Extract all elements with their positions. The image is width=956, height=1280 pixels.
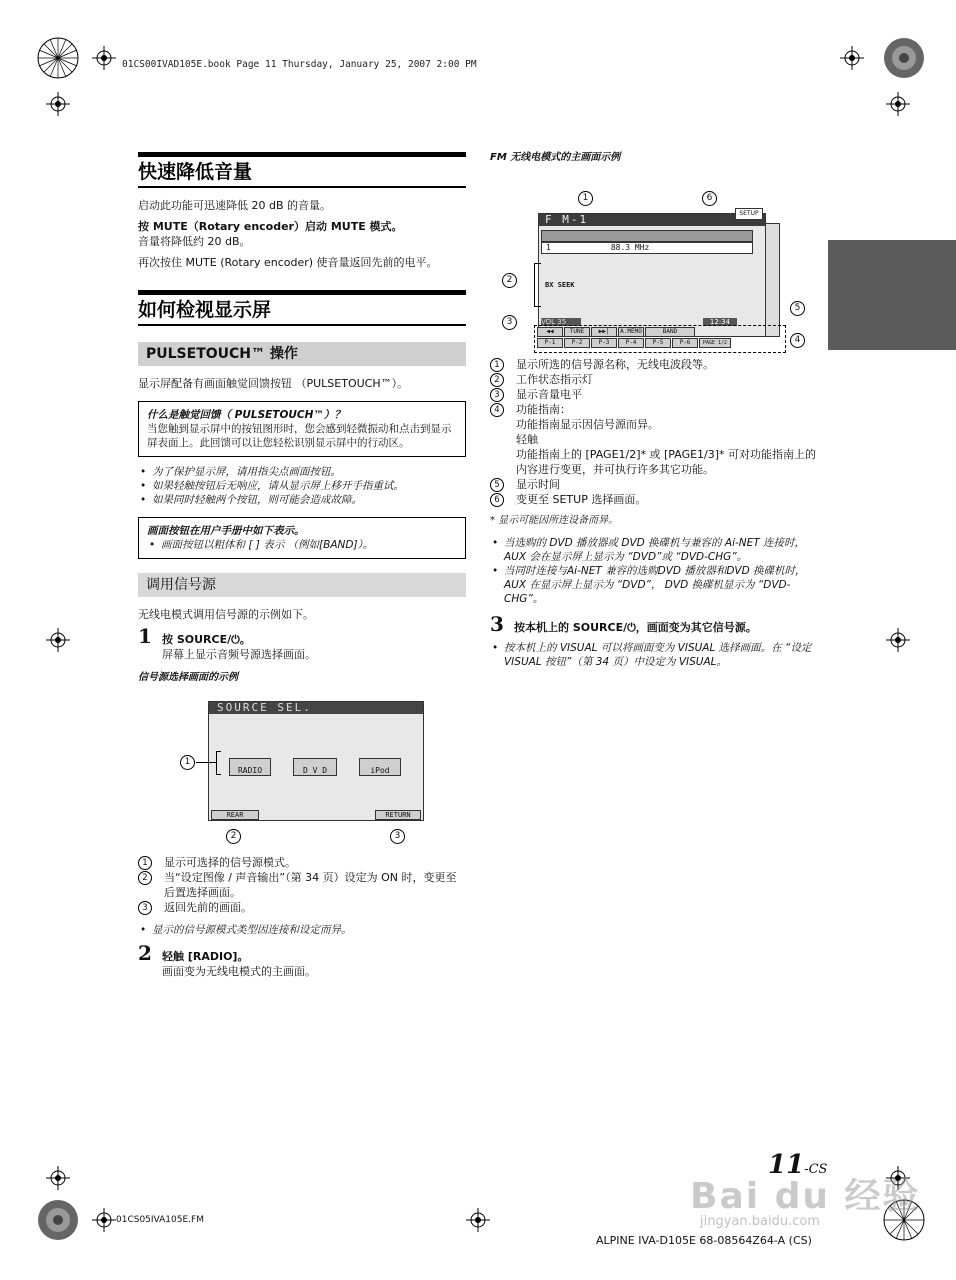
- numbered-list: [138, 855, 466, 915]
- step-3: [490, 612, 820, 636]
- screen: [208, 701, 424, 821]
- bullet-list: [138, 465, 466, 507]
- subsection-title: 调用信号源: [138, 573, 466, 597]
- left-column: [138, 152, 466, 979]
- step-number: 1: [138, 624, 152, 648]
- footnote: * 显示可能因所连设备而异。: [490, 515, 619, 526]
- fm-main-screen-figure: [490, 169, 820, 351]
- figure-caption: FM 无线电模式的主画面示例: [490, 152, 621, 163]
- callout-2: 2: [226, 829, 241, 844]
- bracket: [534, 263, 541, 307]
- callout-1: 1: [180, 755, 195, 770]
- side-tab: [828, 240, 956, 350]
- crosshair-icon: [46, 1166, 70, 1190]
- footer-model: ALPINE IVA-D105E 68-08564Z64-A (CS): [596, 1234, 812, 1247]
- registration-rosette-icon: [36, 1198, 80, 1242]
- list-item: 6 变更至 SETUP 选择画面。: [490, 492, 820, 507]
- screen: [538, 210, 766, 337]
- band-button[interactable]: BAND: [645, 327, 695, 337]
- preset-button[interactable]: P-1: [537, 338, 563, 348]
- subsection-title: PULSETOUCH™ 操作: [138, 342, 466, 366]
- figure-caption: 信号源选择画面的示例: [138, 672, 238, 683]
- bullet-list: [490, 641, 820, 669]
- bracket: [216, 751, 221, 775]
- list-item: • 当同时连接与Ai-NET 兼容的选购DVD 播放器和DVD 换碟机时，AUX 在显示屏上显示为 “DVD”， DVD 换碟机显示为 “DVD-CHG”。: [490, 564, 820, 606]
- registration-rosette-icon: [882, 36, 926, 80]
- watermark-url: jingyan.baidu.com: [700, 1214, 820, 1229]
- amemo-button[interactable]: A.MEMO: [618, 327, 644, 337]
- bullet-list: [138, 923, 466, 937]
- bullet-list: [490, 536, 820, 606]
- rear-button[interactable]: REAR: [211, 810, 259, 820]
- list-item: 4 功能指南： 功能指南显示因信号源而异。 轻触 功能指南上的 [PAGE1/2]* 或 [PAGE1/3]* 可对功能指南上的内容进行变更，并可执行许多其它功能。: [490, 402, 820, 477]
- dvd-button[interactable]: D V D: [293, 758, 337, 776]
- band-bar: F M-1: [539, 214, 765, 226]
- ipod-button[interactable]: iPod: [359, 758, 401, 776]
- time-display: 12:34: [703, 318, 737, 326]
- crosshair-icon: [46, 628, 70, 652]
- crosshair-icon: [886, 92, 910, 116]
- crosshair-icon: [840, 46, 864, 70]
- crosshair-icon: [92, 1208, 116, 1232]
- step-text: 按本机上的 SOURCE/⏻，画面变为其它信号源。: [514, 621, 757, 634]
- box-text: 当您触到显示屏中的按钮图形时，您会感到轻微振动和点击到显示屏表面上。此回馈可以让您轻松识别显示屏中的行动区。: [147, 423, 452, 449]
- box-title: 画面按钮在用户手册中如下表示。: [147, 525, 305, 537]
- preset-button[interactable]: P-4: [618, 338, 644, 348]
- crosshair-icon: [92, 46, 116, 70]
- paragraph: 启动此功能可迅速降低 20 dB 的音量。: [138, 199, 332, 212]
- right-column: [490, 150, 820, 669]
- paragraph: 按 MUTE（Rotary encoder）启动 MUTE 模式。: [138, 220, 403, 233]
- paragraph: 再次按住 MUTE (Rotary encoder) 使音量返回先前的电平。: [138, 256, 438, 269]
- crosshair-icon: [466, 1208, 490, 1232]
- callout-4: 4: [790, 333, 805, 348]
- preset-button[interactable]: P-6: [672, 338, 698, 348]
- step-1: [138, 624, 466, 662]
- volume-display: VOL 35: [541, 318, 581, 326]
- freq-bar: 1 88.3 MHz: [541, 242, 753, 254]
- tune-button[interactable]: TUNE: [564, 327, 590, 337]
- status-indicator: BX SEEK: [545, 281, 575, 289]
- paragraph: 音量将降低约 20 dB。: [138, 235, 251, 248]
- callout-3: 3: [390, 829, 405, 844]
- callout-2: 2: [502, 273, 517, 288]
- section-title: 如何检视显示屏: [138, 290, 466, 326]
- list-item: 1 显示可选择的信号源模式。: [138, 855, 466, 870]
- step-text: 按 SOURCE/⏻。: [162, 633, 251, 646]
- list-item: 2 工作状态指示灯: [490, 372, 820, 387]
- step-text: 轻触 [RADIO]。: [162, 950, 249, 963]
- list-item: • 按本机上的 VISUAL 可以将画面变为 VISUAL 选择画面。在 “设定 VISUAL 按钮”（第 34 页）中设定为 VISUAL。: [490, 641, 820, 669]
- callout-line: [196, 762, 216, 763]
- numbered-list: [490, 357, 820, 507]
- list-item: 3 显示音量电平: [490, 387, 820, 402]
- radio-button[interactable]: RADIO: [229, 758, 271, 776]
- screen-title: SOURCE SEL.: [209, 702, 423, 714]
- page-button[interactable]: PAGE 1/2: [699, 338, 731, 348]
- list-item: 1 显示所选的信号源名称，无线电波段等。: [490, 357, 820, 372]
- step-subtext: 屏幕上显示音频号源选择画面。: [162, 648, 316, 661]
- step-number: 3: [490, 612, 504, 636]
- callout-5: 5: [790, 301, 805, 316]
- list-item: • 为了保护显示屏，请用指尖点画面按钮。: [138, 465, 466, 479]
- watermark-logo: Bai du 经验: [690, 1176, 921, 1217]
- preset-button[interactable]: P-3: [591, 338, 617, 348]
- seek-up-button[interactable]: ▶▶|: [591, 327, 617, 337]
- step-2: [138, 941, 466, 979]
- crosshair-icon: [46, 92, 70, 116]
- crosshair-icon: [886, 628, 910, 652]
- list-item: 5 显示时间: [490, 477, 820, 492]
- step-subtext: 画面变为无线电模式的主画面。: [162, 965, 316, 978]
- header-file-info: 01CS00IVAD105E.book Page 11 Thursday, January 25, 2007 2:00 PM: [122, 59, 477, 70]
- paragraph: 显示屏配备有画面触觉回馈按钮 （PULSETOUCH™）。: [138, 377, 409, 390]
- registration-rosette-icon: [36, 36, 80, 80]
- footer-file: 01CS05IVA105E.FM: [116, 1215, 204, 1225]
- info-bar: [541, 230, 753, 242]
- list-item: 2 当“设定图像 / 声音输出”（第 34 页）设定为 ON 时，变更至后置选择画面。: [138, 870, 466, 900]
- section-title: 快速降低音量: [138, 152, 466, 188]
- preset-button[interactable]: P-2: [564, 338, 590, 348]
- info-box: [138, 401, 466, 457]
- callout-1: 1: [578, 191, 593, 206]
- list-item: 3 返回先前的画面。: [138, 900, 466, 915]
- list-item: • 当选购的 DVD 播放器或 DVD 换碟机与兼容的 Ai-NET 连接时， AUX 会在显示屏上显示为 “DVD”或 “DVD-CHG”。: [490, 536, 820, 564]
- step-number: 2: [138, 941, 152, 965]
- callout-6: 6: [702, 191, 717, 206]
- return-button[interactable]: RETURN: [375, 810, 421, 820]
- callout-3: 3: [502, 315, 517, 330]
- info-box: [138, 517, 466, 559]
- preset-button[interactable]: P-5: [645, 338, 671, 348]
- list-item: • 画面按钮以粗体和 [ ] 表示 （例如[BAND]）。: [147, 538, 457, 552]
- setup-button[interactable]: SETUP: [735, 208, 763, 220]
- list-item: • 显示的信号源模式类型因连接和设定而异。: [138, 923, 466, 937]
- paragraph: 无线电模式调用信号源的示例如下。: [138, 608, 314, 621]
- source-select-figure: [138, 691, 466, 847]
- page-number: 11-CS: [768, 1150, 828, 1180]
- seek-down-button[interactable]: ◀◀: [537, 327, 563, 337]
- box-title: 什么是触觉回馈（ PULSETOUCH™）？: [147, 409, 345, 421]
- function-guide: [534, 325, 786, 353]
- list-item: • 如果轻触按钮后无响应，请从显示屏上移开手指重试。: [138, 479, 466, 493]
- list-item: • 如果同时轻触两个按钮，则可能会造成故障。: [138, 493, 466, 507]
